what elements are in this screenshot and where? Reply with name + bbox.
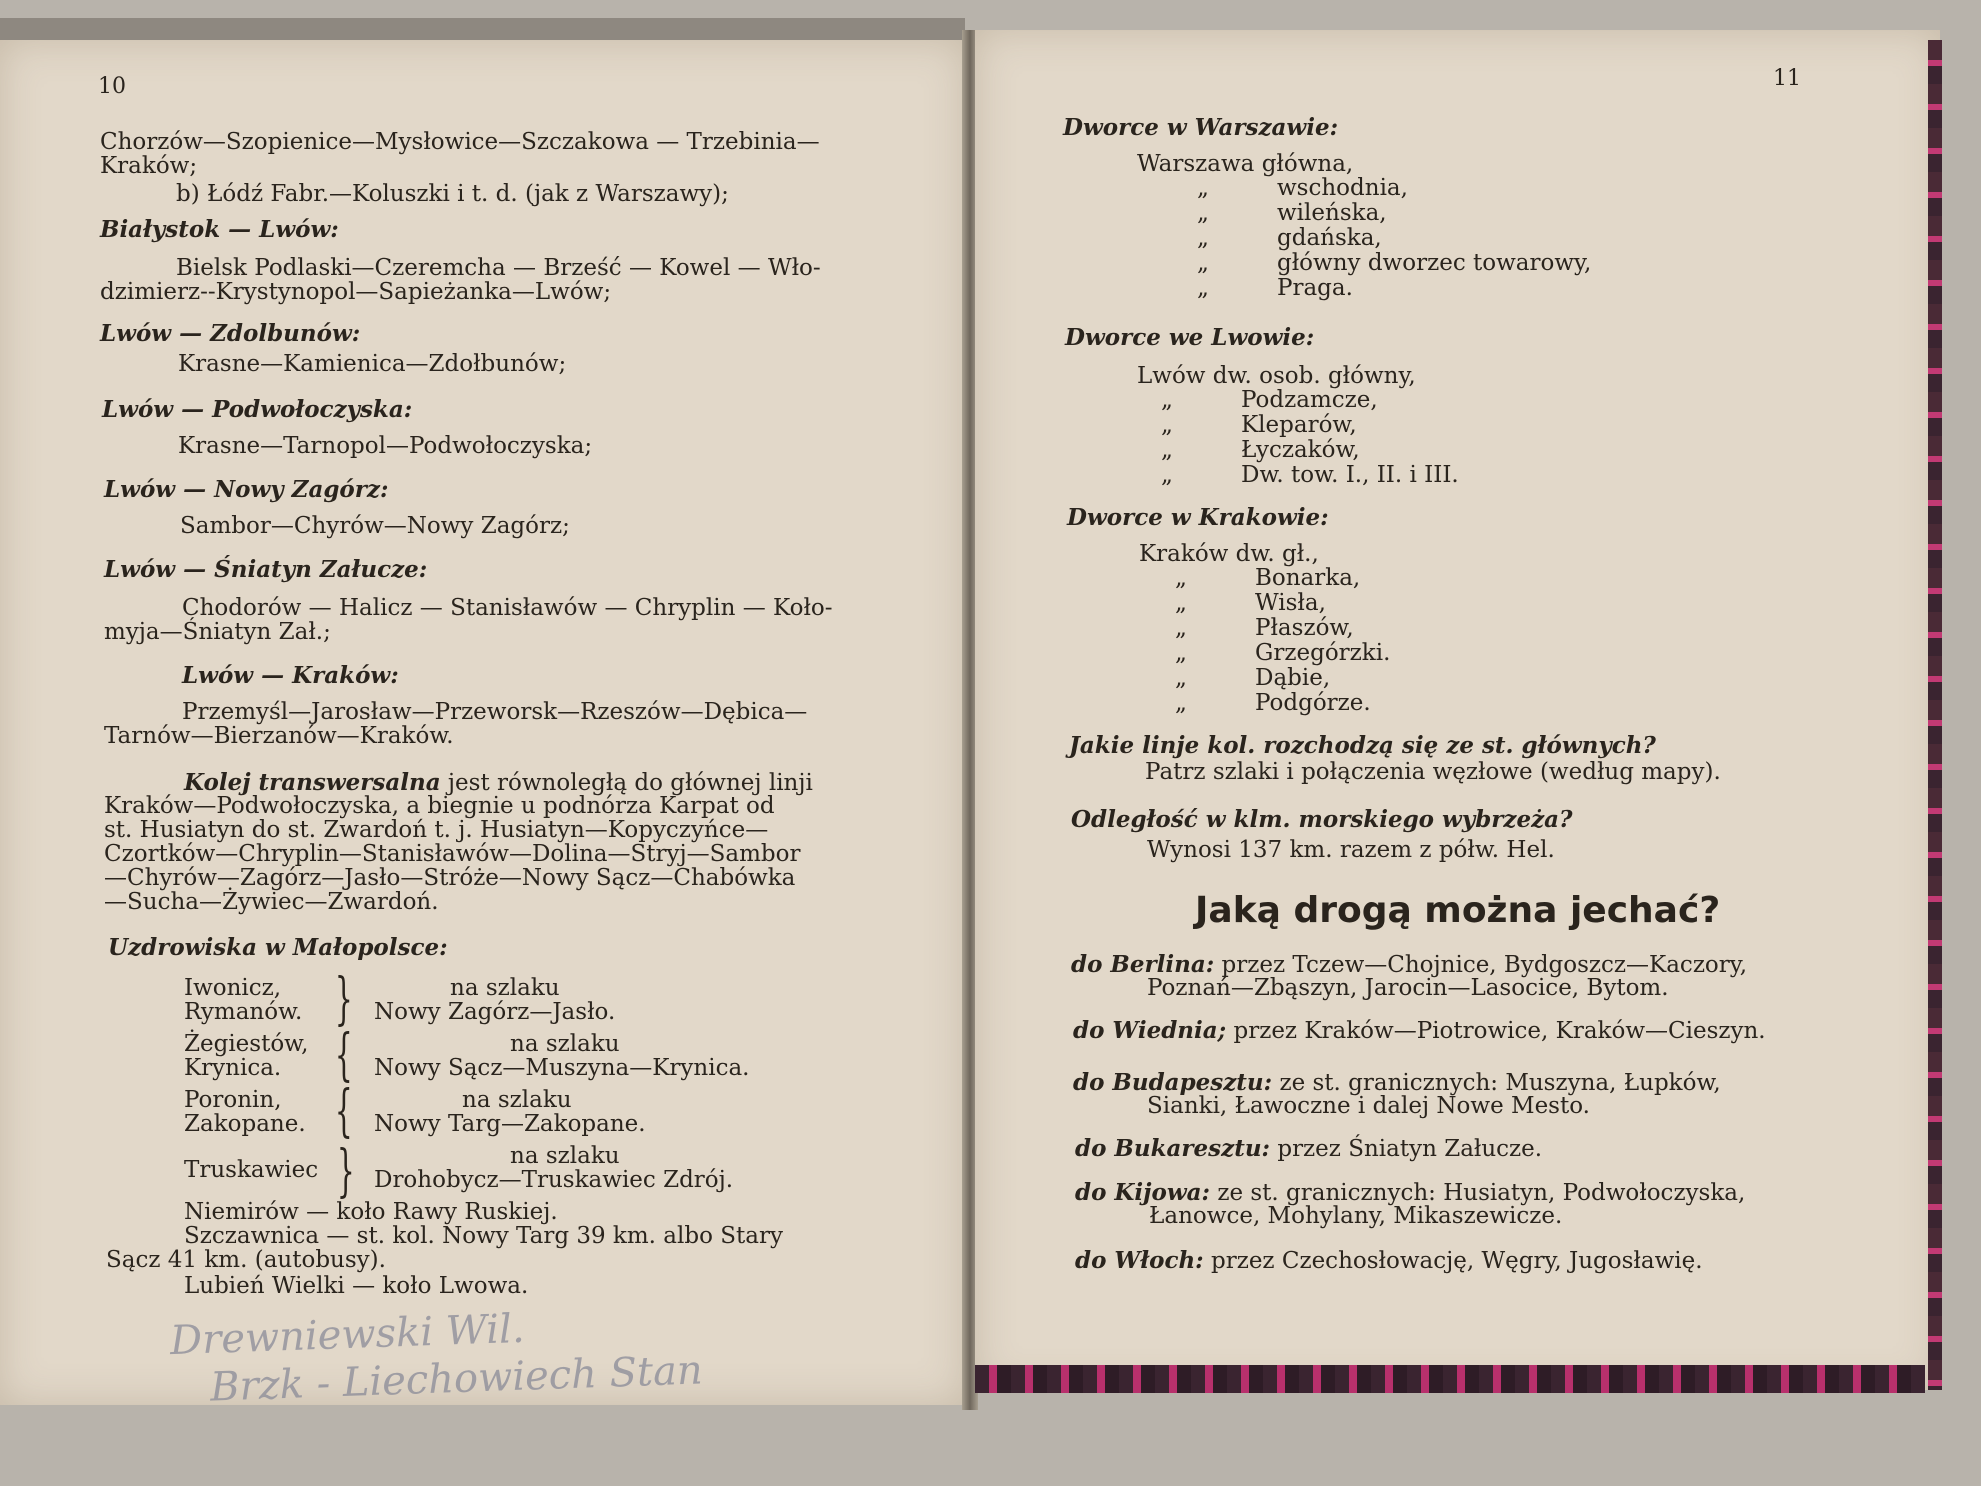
section-heading-zdolbunow: Lwów — Zdolbunów:: [100, 320, 361, 347]
station-name: Kleparów,: [1241, 412, 1357, 438]
question-linje: Jakie linje kol. rozchodzą się ze st. głównych?: [1069, 732, 1656, 759]
text-line: st. Husiatyn do st. Zwardoń t. j. Husiatyn—Kopyczyńce—: [104, 817, 769, 843]
station-name: Dw. tow. I., II. i III.: [1241, 462, 1459, 488]
ditto-mark: „: [1197, 250, 1209, 276]
route-wlochy: [1075, 1248, 1703, 1274]
section-heading-bialystok: Białystok — Lwów:: [100, 216, 339, 243]
section-heading-zagorz: Lwów — Nowy Zagórz:: [104, 476, 389, 503]
text-line: Tarnów—Bierzanów—Kraków.: [104, 723, 454, 749]
station-row: [1197, 176, 1408, 201]
station-row: [1161, 388, 1378, 413]
route-heading: do Włoch:: [1075, 1247, 1204, 1274]
right-page: [975, 30, 1940, 1390]
text-line: Szczawnica — st. kol. Nowy Targ 39 km. albo Stary: [184, 1223, 783, 1249]
page-number-left: 10: [98, 74, 126, 99]
station-row: [1175, 641, 1390, 666]
spa-name: Żegiestów,: [184, 1031, 309, 1057]
spa-name: Iwonicz,: [184, 975, 282, 1001]
book-cover-top-edge: [0, 18, 965, 42]
ditto-mark: „: [1197, 200, 1209, 226]
text-line: Kraków;: [100, 153, 198, 179]
text-line: Krasne—Tarnopol—Podwołoczyska;: [178, 433, 593, 459]
ditto-mark: „: [1175, 640, 1187, 666]
station-row: [1197, 276, 1353, 301]
station-row: [1175, 691, 1371, 716]
station-name: Dąbie,: [1255, 665, 1331, 691]
route-text: przez Śniatyn Załucze.: [1270, 1136, 1543, 1162]
answer-linje: Patrz szlaki i połączenia węzłowe (według mapy).: [1145, 759, 1721, 785]
ditto-mark: „: [1197, 275, 1209, 301]
station-name: główny dworzec towarowy,: [1277, 250, 1592, 276]
text-line: Sącz 41 km. (autobusy).: [106, 1247, 386, 1273]
route-heading: do Wiednia;: [1073, 1017, 1227, 1044]
route-bukareszt: [1075, 1136, 1542, 1162]
station-name: Praga.: [1277, 275, 1353, 301]
text-line: Chodorów — Halicz — Stanisławów — Chryplin — Koło-: [182, 595, 833, 621]
station-name: gdańska,: [1277, 225, 1382, 251]
station-row: [1161, 438, 1360, 463]
route-text: Sianki, Ławoczne i dalej Nowe Mesto.: [1147, 1093, 1590, 1119]
route-text: ze st. granicznych: Husiatyn, Podwołoczyska,: [1210, 1180, 1746, 1206]
ditto-mark: „: [1161, 387, 1173, 413]
text-line: Bielsk Podlaski—Czeremcha — Brześć — Kowel — Wło-: [176, 255, 821, 281]
route-heading: do Kijowa:: [1075, 1179, 1211, 1206]
text-line: Przemyśl—Jarosław—Przeworsk—Rzeszów—Dębica—: [182, 699, 808, 725]
ditto-mark: „: [1175, 565, 1187, 591]
text-line: na szlaku: [450, 975, 560, 1001]
section-heading-warszawa: Dworce w Warszawie:: [1063, 114, 1339, 141]
ditto-mark: „: [1197, 225, 1209, 251]
text-line: Niemirów — koło Rawy Ruskiej.: [184, 1199, 558, 1225]
brace-glyph: }: [336, 1139, 355, 1204]
text-line: Kraków—Podwołoczyska, a biegnie u podnórza Karpat od: [104, 793, 775, 819]
section-heading-krakow: Lwów — Kraków:: [182, 662, 399, 689]
station-row: [1161, 463, 1459, 488]
answer-odleglosc: Wynosi 137 km. razem z półw. Hel.: [1147, 837, 1555, 863]
route-text: Łanowce, Mohylany, Mikaszewicze.: [1149, 1203, 1563, 1229]
station-row: [1175, 591, 1326, 616]
station-name: Grzegórzki.: [1255, 640, 1391, 666]
route-heading: do Berlina:: [1071, 951, 1215, 978]
route-text: ze st. granicznych: Muszyna, Łupków,: [1272, 1070, 1721, 1096]
section-heading-uzdrowiska: Uzdrowiska w Małopolsce:: [108, 934, 448, 961]
station-row: [1175, 566, 1360, 591]
station-row: [1161, 413, 1357, 438]
station-name: Wisła,: [1255, 590, 1326, 616]
text-line: Nowy Zagórz—Jasło.: [374, 999, 616, 1025]
brace-glyph: {: [334, 1079, 353, 1144]
text-line: Chorzów—Szopienice—Mysłowice—Szczakowa — Trzebinia—: [100, 129, 820, 155]
handwritten-note: Brzk - Liechowiech Stan: [209, 1347, 704, 1411]
ditto-mark: „: [1175, 615, 1187, 641]
question-odleglosc: Odległość w klm. morskiego wybrzeża?: [1071, 806, 1573, 833]
spa-name: Rymanów.: [184, 999, 303, 1025]
page-title: Jaką drogą można jechać?: [1195, 890, 1721, 931]
section-heading-podwoloczyska: Lwów — Podwołoczyska:: [102, 396, 413, 423]
ditto-mark: „: [1161, 412, 1173, 438]
route-text: przez Kraków—Piotrowice, Kraków—Cieszyn.: [1226, 1018, 1766, 1044]
route-text: Poznań—Zbąszyn, Jarocin—Lasocice, Bytom.: [1147, 975, 1669, 1001]
text-line: myja—Śniatyn Zał.;: [104, 619, 331, 645]
handwritten-note: Drewniewski Wil.: [169, 1305, 526, 1365]
brace-glyph: }: [334, 967, 353, 1032]
text-fragment: jest równoległą do głównej linji: [440, 770, 813, 796]
page-number-right: 11: [1773, 66, 1801, 91]
ditto-mark: „: [1161, 462, 1173, 488]
route-heading: do Bukaresztu:: [1075, 1135, 1271, 1162]
station-row: [1197, 226, 1382, 251]
text-line: Lubień Wielki — koło Lwowa.: [184, 1273, 529, 1299]
spa-name: Krynica.: [184, 1055, 282, 1081]
ditto-mark: „: [1161, 437, 1173, 463]
station-name: wileńska,: [1277, 200, 1387, 226]
route-heading: do Budapesztu:: [1073, 1069, 1273, 1096]
book-edge-right: [1928, 40, 1942, 1390]
text-line: dzimierz--Krystynopol—Sapieżanka—Lwów;: [100, 279, 612, 305]
text-line: Nowy Targ—Zakopane.: [374, 1111, 646, 1137]
text-line: b) Łódź Fabr.—Koluszki i t. d. (jak z Warszawy);: [176, 181, 729, 207]
station-name: Lwów dw. osob. główny,: [1137, 363, 1416, 389]
text-line: Nowy Sącz—Muszyna—Krynica.: [374, 1055, 750, 1081]
spa-name: Poronin,: [184, 1087, 282, 1113]
route-text: przez Tczew—Chojnice, Bydgoszcz—Kaczory,: [1214, 952, 1748, 978]
station-row: [1175, 666, 1330, 691]
section-heading-sniatyn: Lwów — Śniatyn Załucze:: [104, 556, 428, 583]
section-heading-lwow: Dworce we Lwowie:: [1065, 324, 1315, 351]
text-line: —Sucha—Żywiec—Zwardoń.: [104, 889, 439, 915]
book-edge-bottom: [975, 1365, 1925, 1393]
spa-name: Truskawiec: [184, 1157, 319, 1183]
text-line: Drohobycz—Truskawiec Zdrój.: [374, 1167, 734, 1193]
station-name: Podgórze.: [1255, 690, 1371, 716]
station-name: Bonarka,: [1255, 565, 1361, 591]
ditto-mark: „: [1175, 665, 1187, 691]
station-row: [1175, 616, 1354, 641]
text-line: —Chyrów—Zagórz—Jasło—Stróże—Nowy Sącz—Chabówka: [104, 865, 796, 891]
brace-glyph: {: [334, 1023, 353, 1088]
ditto-mark: „: [1175, 590, 1187, 616]
kolej-transwersalna-heading: Kolej transwersalna: [184, 769, 441, 796]
station-row: [1197, 251, 1591, 276]
station-name: wschodnia,: [1277, 175, 1408, 201]
text-line: Sambor—Chyrów—Nowy Zagórz;: [180, 513, 570, 539]
section-heading-krakow: Dworce w Krakowie:: [1067, 504, 1329, 531]
station-name: Warszawa główna,: [1137, 151, 1354, 177]
station-row: [1197, 201, 1387, 226]
text-line: Krasne—Kamienica—Zdołbunów;: [178, 351, 567, 377]
left-page: [0, 40, 965, 1411]
ditto-mark: „: [1197, 175, 1209, 201]
station-name: Kraków dw. gł.,: [1139, 541, 1319, 567]
route-wieden: [1073, 1018, 1766, 1044]
text-line: na szlaku: [510, 1143, 620, 1169]
ditto-mark: „: [1175, 690, 1187, 716]
station-name: Łyczaków,: [1241, 437, 1360, 463]
spa-name: Zakopane.: [184, 1111, 306, 1137]
route-text: przez Czechosłowację, Węgry, Jugosławię.: [1203, 1248, 1703, 1274]
station-name: Podzamcze,: [1241, 387, 1378, 413]
station-name: Płaszów,: [1255, 615, 1354, 641]
text-line: Czortków—Chryplin—Stanisławów—Dolina—Stryj—Sambor: [104, 841, 801, 867]
text-line: na szlaku: [462, 1087, 572, 1113]
text-line: na szlaku: [510, 1031, 620, 1057]
